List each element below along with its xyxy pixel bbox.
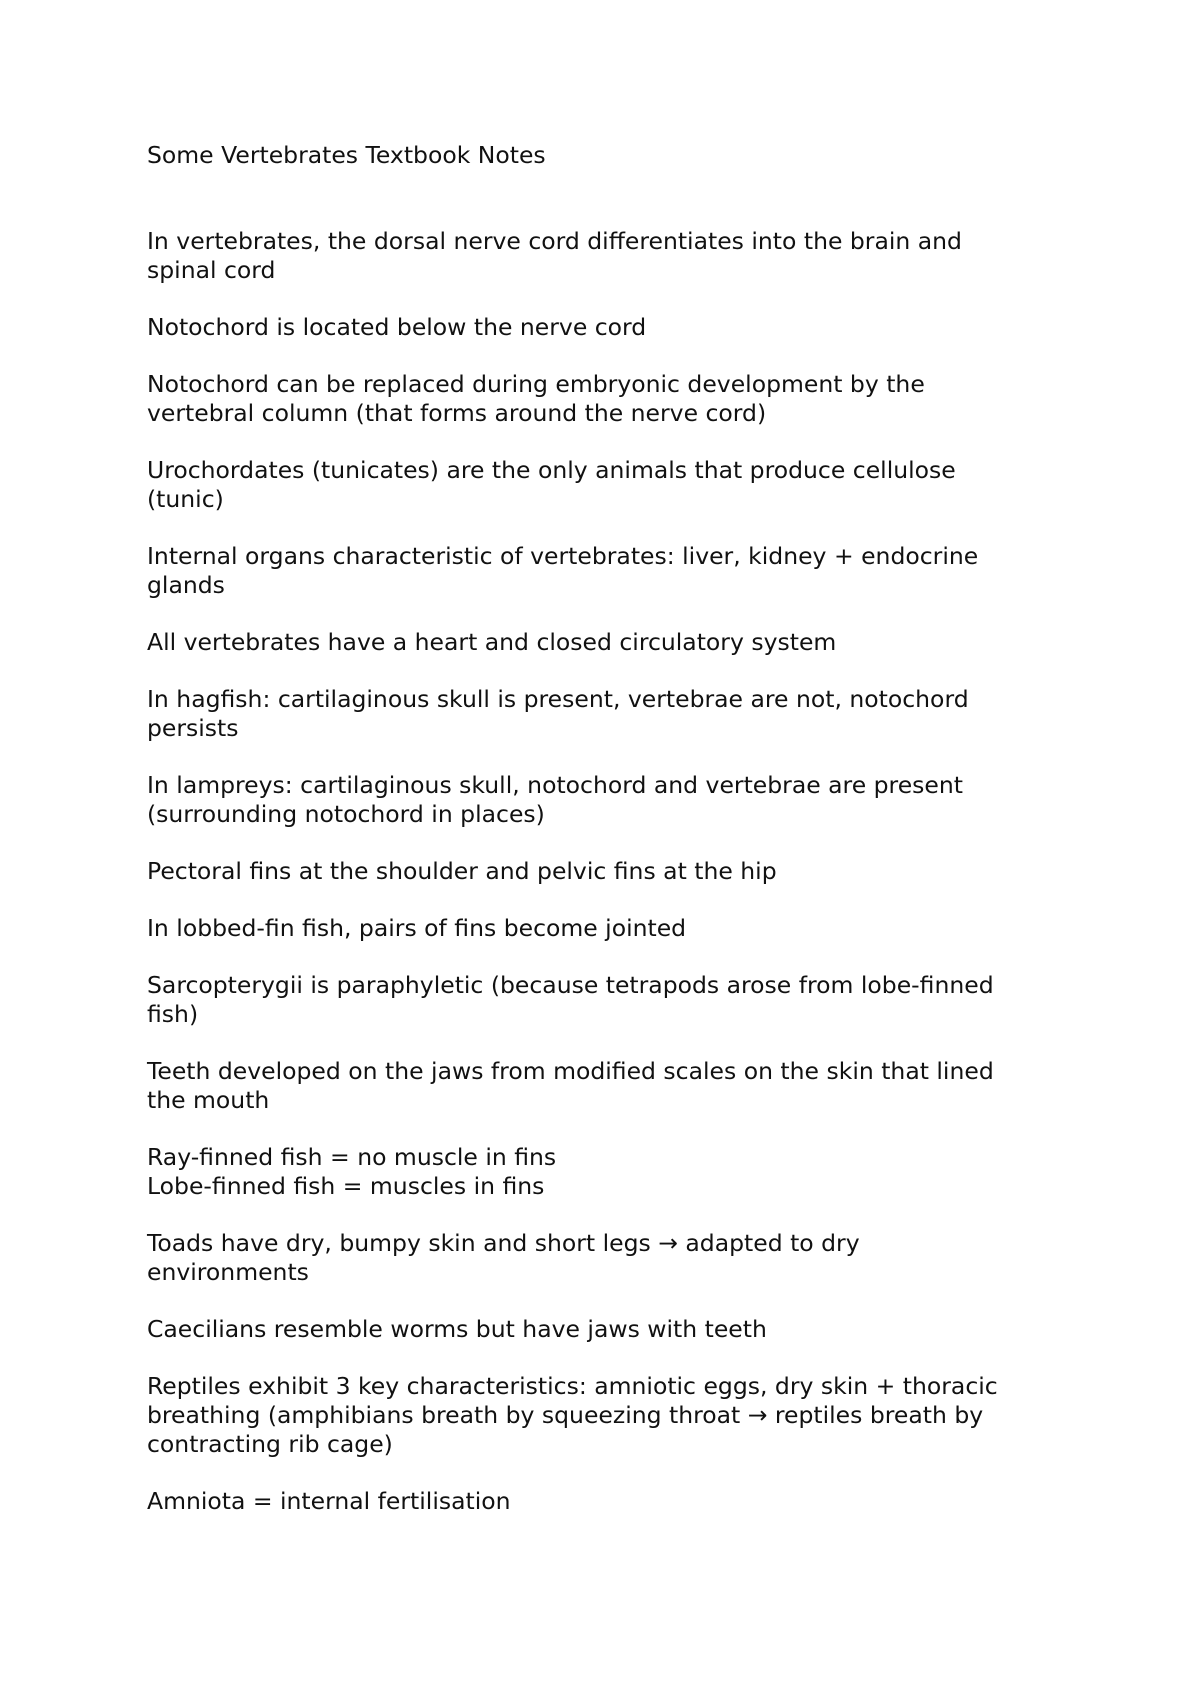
note-line: In hagfish: cartilaginous skull is present, vertebrae are not, notochord [147, 685, 969, 713]
note-paragraph [147, 771, 1067, 829]
note-line: the mouth [147, 1086, 270, 1114]
document-page [147, 141, 1067, 1544]
note-line: In lampreys: cartilaginous skull, notochord and vertebrae are present [147, 771, 963, 799]
note-line: breathing (amphibians breath by squeezing throat → reptiles breath by [147, 1401, 984, 1429]
note-line: (surrounding notochord in places) [147, 800, 545, 828]
note-line: Teeth developed on the jaws from modified scales on the skin that lined [147, 1057, 994, 1085]
note-line: In lobbed-fin fish, pairs of fins become jointed [147, 914, 687, 942]
note-line: (tunic) [147, 485, 224, 513]
note-paragraph [147, 313, 1067, 342]
note-paragraph [147, 685, 1067, 743]
note-paragraph [147, 1315, 1067, 1344]
note-paragraph [147, 542, 1067, 600]
note-line: persists [147, 714, 239, 742]
note-paragraph [147, 1487, 1067, 1516]
note-line: Pectoral fins at the shoulder and pelvic fins at the hip [147, 857, 777, 885]
note-line: All vertebrates have a heart and closed circulatory system [147, 628, 837, 656]
note-line: Reptiles exhibit 3 key characteristics: amniotic eggs, dry skin + thoracic [147, 1372, 998, 1400]
note-line: environments [147, 1258, 309, 1286]
note-line: In vertebrates, the dorsal nerve cord differentiates into the brain and [147, 227, 962, 255]
note-paragraph [147, 857, 1067, 886]
note-paragraph [147, 914, 1067, 943]
note-paragraph [147, 1229, 1067, 1287]
note-line: Caecilians resemble worms but have jaws with teeth [147, 1315, 767, 1343]
note-paragraph [147, 1143, 1067, 1201]
note-line: spinal cord [147, 256, 276, 284]
note-line: Lobe-finned fish = muscles in fins [147, 1172, 545, 1200]
note-line: glands [147, 571, 225, 599]
note-line: contracting rib cage) [147, 1430, 393, 1458]
note-paragraph [147, 1372, 1067, 1459]
note-line: Ray-finned fish = no muscle in fins [147, 1143, 557, 1171]
note-line: Urochordates (tunicates) are the only animals that produce cellulose [147, 456, 956, 484]
note-line: Toads have dry, bumpy skin and short legs → adapted to dry [147, 1229, 860, 1257]
note-line: Sarcopterygii is paraphyletic (because tetrapods arose from lobe-finned [147, 971, 994, 999]
notes-list [147, 227, 1067, 1516]
note-line: fish) [147, 1000, 199, 1028]
note-paragraph [147, 370, 1067, 428]
note-line: Amniota = internal fertilisation [147, 1487, 511, 1515]
note-line: vertebral column (that forms around the nerve cord) [147, 399, 767, 427]
document-title: Some Vertebrates Textbook Notes [147, 141, 546, 169]
note-paragraph [147, 971, 1067, 1029]
note-paragraph [147, 1057, 1067, 1115]
note-paragraph [147, 456, 1067, 514]
note-paragraph [147, 628, 1067, 657]
note-paragraph [147, 227, 1067, 285]
note-line: Notochord can be replaced during embryonic development by the [147, 370, 925, 398]
note-line: Notochord is located below the nerve cord [147, 313, 647, 341]
note-line: Internal organs characteristic of vertebrates: liver, kidney + endocrine [147, 542, 979, 570]
